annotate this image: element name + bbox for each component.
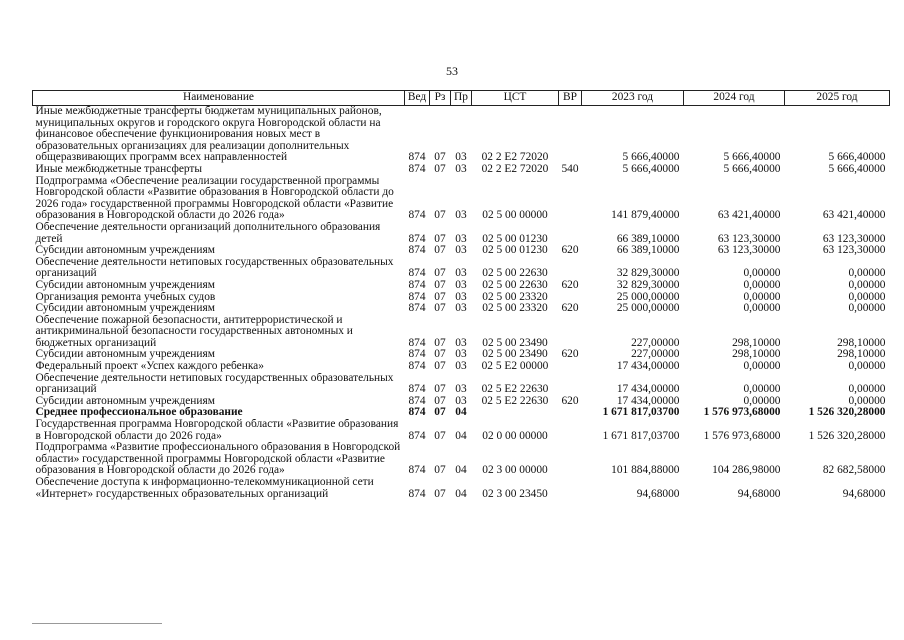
cell-y2024: 1 576 973,68000 [703, 429, 781, 442]
cell-vr [559, 315, 582, 350]
cell-ved: 874 [408, 267, 426, 280]
cell-cst: 02 2 E2 72020 [481, 163, 549, 175]
cell-cst: 02 5 00 23320 [482, 291, 548, 303]
table-row [33, 164, 890, 176]
cell-y2024: 0,00000 [743, 303, 781, 315]
cell-vr [559, 442, 582, 477]
cell-cst: 02 5 E2 22630 [481, 395, 549, 407]
cell-vr [559, 419, 582, 442]
cell-name: Подпрограмма «Обеспечение реализации государственной программы Новгородской области «Развитие образования в Новгородской области до 2026 года» государственной программы Новгородской области «Развитие образования в Новгородской области до 2026 года» [35, 175, 394, 222]
cell-name: Обеспечение деятельности нетиповых государственных образовательных организаций [35, 256, 394, 280]
cell-rz: 07 [434, 291, 446, 303]
table-header-row [33, 91, 890, 106]
cell-cst: 02 5 E2 22630 [481, 383, 549, 396]
cell-y2025: 5 666,40000 [828, 163, 886, 175]
cell-pr: 03 [455, 151, 467, 164]
cell-y2023: 25 000,00000 [616, 291, 680, 303]
cell-cst: 02 0 00 00000 [482, 429, 548, 442]
cell-vr [559, 106, 582, 164]
cell-ved: 874 [408, 151, 426, 164]
header-ved: Вед [405, 91, 430, 106]
cell-pr: 04 [455, 407, 467, 419]
cell-y2023: 17 434,00000 [616, 383, 680, 396]
cell-vr [559, 292, 582, 304]
cell-name: Среднее профессиональное образование [35, 407, 243, 419]
cell-vr [559, 176, 582, 222]
cell-ved: 874 [408, 464, 426, 477]
cell-y2025: 0,00000 [848, 361, 886, 373]
cell-ved: 874 [408, 163, 426, 175]
cell-ved: 874 [408, 349, 426, 361]
cell-rz: 07 [434, 383, 446, 396]
cell-cst: 02 5 00 01230 [482, 245, 548, 257]
cell-cst: 02 5 00 23320 [482, 303, 548, 315]
cell-pr: 03 [455, 245, 467, 257]
cell-y2024: 298,10000 [732, 336, 781, 349]
table-row [33, 303, 890, 315]
cell-vr: 620 [561, 303, 579, 315]
cell-y2023: 1 671 817,03700 [602, 429, 680, 442]
cell-y2025: 298,10000 [837, 336, 886, 349]
cell-pr: 03 [455, 383, 467, 396]
cell-y2025: 5 666,40000 [828, 151, 886, 164]
cell-y2023: 1 671 817,03700 [602, 407, 680, 419]
cell-y2025: 1 526 320,28000 [808, 429, 886, 442]
cell-rz: 07 [434, 349, 446, 361]
cell-cst [472, 407, 559, 419]
cell-name: Подпрограмма «Развитие профессионального образования в Новгородской области» государственной программы Новгородской области «Развитие образования в Новгородской области до 2026 года» [35, 442, 401, 477]
budget-table [32, 90, 890, 500]
header-vr: ВР [559, 91, 582, 106]
table-row [33, 407, 890, 419]
cell-cst: 02 5 E2 00000 [481, 361, 549, 373]
cell-y2024: 94,68000 [737, 487, 781, 500]
cell-pr: 04 [455, 487, 467, 500]
table-row [33, 245, 890, 257]
cell-ved: 874 [408, 279, 426, 291]
cell-name: Субсидии автономным учреждениям [35, 245, 215, 257]
cell-ved: 874 [408, 245, 426, 257]
cell-y2024: 0,00000 [743, 267, 781, 280]
cell-y2023: 17 434,00000 [616, 395, 680, 407]
cell-y2023: 66 389,10000 [616, 245, 680, 257]
cell-vr: 620 [561, 245, 579, 257]
footer-divider [32, 623, 162, 624]
cell-y2024: 63 123,30000 [717, 245, 781, 257]
table-row [33, 419, 890, 442]
cell-ved: 874 [408, 291, 426, 303]
cell-vr: 540 [561, 163, 579, 175]
cell-ved: 874 [408, 209, 426, 222]
header-name: Наименование [33, 91, 405, 106]
cell-rz: 07 [434, 429, 446, 442]
cell-y2025: 0,00000 [848, 267, 886, 280]
cell-pr: 03 [455, 303, 467, 315]
table-row [33, 373, 890, 396]
cell-y2025: 0,00000 [848, 279, 886, 291]
cell-y2023: 101 884,88000 [611, 464, 680, 477]
cell-y2025: 1 526 320,28000 [808, 407, 886, 419]
cell-pr: 03 [455, 361, 467, 373]
cell-ved: 874 [408, 487, 426, 500]
cell-y2023: 5 666,40000 [622, 163, 680, 175]
cell-name: Субсидии автономным учреждениям [35, 349, 215, 361]
header-2023: 2023 год [582, 91, 684, 106]
cell-y2025: 0,00000 [848, 303, 886, 315]
cell-pr: 03 [455, 267, 467, 280]
cell-ved: 874 [408, 395, 426, 407]
cell-ved: 874 [408, 232, 426, 245]
cell-y2025: 63 421,40000 [822, 209, 886, 222]
cell-pr: 04 [455, 429, 467, 442]
cell-vr: 620 [561, 395, 579, 407]
table-row [33, 396, 890, 408]
cell-name: Обеспечение пожарной безопасности, антитеррористической и антикриминальной безопасности государственных автономных и бюджетных организаций [35, 314, 353, 349]
cell-pr: 03 [455, 349, 467, 361]
cell-cst: 02 5 00 22630 [482, 267, 548, 280]
cell-y2023: 17 434,00000 [616, 361, 680, 373]
cell-cst: 02 5 00 22630 [482, 279, 548, 291]
cell-y2023: 5 666,40000 [622, 151, 680, 164]
cell-y2024: 0,00000 [743, 279, 781, 291]
cell-y2023: 66 389,10000 [616, 232, 680, 245]
cell-name: Обеспечение деятельности организаций дополнительного образования детей [35, 221, 381, 245]
cell-y2024: 5 666,40000 [723, 163, 781, 175]
cell-y2023: 25 000,00000 [616, 303, 680, 315]
table-row [33, 106, 890, 164]
cell-rz: 07 [434, 464, 446, 477]
cell-vr: 620 [561, 349, 579, 361]
cell-y2023: 32 829,30000 [616, 267, 680, 280]
cell-y2024: 0,00000 [743, 361, 781, 373]
cell-cst: 02 5 00 23490 [482, 349, 548, 361]
cell-y2023: 227,00000 [631, 349, 680, 361]
cell-y2023: 94,68000 [636, 487, 680, 500]
cell-rz: 07 [434, 279, 446, 291]
table-row [33, 280, 890, 292]
cell-y2024: 1 576 973,68000 [703, 407, 781, 419]
header-cst: ЦСТ [472, 91, 559, 106]
table-row [33, 176, 890, 222]
cell-y2025: 0,00000 [848, 395, 886, 407]
table-row [33, 222, 890, 245]
cell-y2024: 63 123,30000 [717, 232, 781, 245]
table-row [33, 315, 890, 350]
cell-ved: 874 [408, 336, 426, 349]
cell-rz: 07 [434, 336, 446, 349]
cell-ved: 874 [408, 429, 426, 442]
cell-ved: 874 [408, 303, 426, 315]
cell-rz: 07 [434, 395, 446, 407]
header-rz: Рз [430, 91, 451, 106]
cell-vr [559, 407, 582, 419]
cell-name: Иные межбюджетные трансферты [35, 163, 203, 175]
cell-cst: 02 2 E2 72020 [481, 151, 549, 164]
cell-rz: 07 [434, 209, 446, 222]
cell-rz: 07 [434, 163, 446, 175]
table-row [33, 477, 890, 500]
cell-y2023: 227,00000 [631, 336, 680, 349]
cell-y2025: 63 123,30000 [822, 245, 886, 257]
cell-y2025: 298,10000 [837, 349, 886, 361]
cell-name: Организация ремонта учебных судов [35, 291, 216, 303]
cell-y2024: 298,10000 [732, 349, 781, 361]
cell-y2025: 94,68000 [842, 487, 886, 500]
cell-name: Субсидии автономным учреждениям [35, 395, 215, 407]
cell-vr [559, 222, 582, 245]
cell-rz: 07 [434, 245, 446, 257]
cell-rz: 07 [434, 232, 446, 245]
cell-y2025: 0,00000 [848, 383, 886, 396]
cell-y2023: 32 829,30000 [616, 279, 680, 291]
cell-y2024: 0,00000 [743, 395, 781, 407]
cell-ved: 874 [408, 383, 426, 396]
cell-vr [559, 257, 582, 280]
header-2025: 2025 год [785, 91, 890, 106]
cell-y2025: 0,00000 [848, 291, 886, 303]
cell-cst: 02 5 00 00000 [482, 209, 548, 222]
cell-pr: 04 [455, 464, 467, 477]
cell-name: Субсидии автономным учреждениям [35, 303, 215, 315]
cell-cst: 02 3 00 00000 [482, 464, 548, 477]
cell-ved: 874 [408, 361, 426, 373]
table-row [33, 257, 890, 280]
cell-name: Государственная программа Новгородской области «Развитие образования в Новгородской области до 2026 года» [35, 419, 399, 442]
cell-pr: 03 [455, 395, 467, 407]
cell-name: Обеспечение деятельности нетиповых государственных образовательных организаций [35, 372, 394, 396]
cell-y2024: 0,00000 [743, 383, 781, 396]
cell-name: Субсидии автономным учреждениям [35, 279, 215, 291]
cell-pr: 03 [455, 279, 467, 291]
header-2024: 2024 год [684, 91, 785, 106]
cell-y2024: 104 286,98000 [712, 464, 781, 477]
cell-name: Иные межбюджетные трансферты бюджетам муниципальных районов, муниципальных округов и городского округа Новгородской области на финансовое обеспечение функционирования новых мест в образовательных организациях для реализации дополнительных общеразвивающих программ всех направленностей [35, 105, 382, 164]
cell-cst: 02 5 00 01230 [482, 232, 548, 245]
cell-vr [559, 477, 582, 500]
cell-vr: 620 [561, 279, 579, 291]
table-row [33, 349, 890, 361]
cell-cst: 02 3 00 23450 [482, 487, 548, 500]
table-row [33, 361, 890, 373]
cell-ved: 874 [408, 407, 426, 419]
cell-rz: 07 [434, 303, 446, 315]
cell-rz: 07 [434, 151, 446, 164]
cell-vr [559, 373, 582, 396]
cell-y2025: 82 682,58000 [822, 464, 886, 477]
cell-rz: 07 [434, 407, 446, 419]
cell-pr: 03 [455, 163, 467, 175]
cell-name: Федеральный проект «Успех каждого ребенка» [35, 361, 264, 373]
cell-vr [559, 361, 582, 373]
cell-y2024: 63 421,40000 [717, 209, 781, 222]
cell-y2024: 5 666,40000 [723, 151, 781, 164]
cell-cst: 02 5 00 23490 [482, 336, 548, 349]
page-number: 53 [446, 64, 458, 78]
header-pr: Пр [451, 91, 472, 106]
cell-pr: 03 [455, 336, 467, 349]
cell-pr: 03 [455, 291, 467, 303]
table-row [33, 442, 890, 477]
cell-pr: 03 [455, 232, 467, 245]
cell-y2025: 63 123,30000 [822, 232, 886, 245]
cell-name: Обеспечение доступа к информационно-телекоммуникационной сети «Интернет» государственных образовательных организаций [35, 477, 374, 500]
table-row [33, 292, 890, 304]
cell-y2023: 141 879,40000 [611, 209, 680, 222]
cell-pr: 03 [455, 209, 467, 222]
cell-rz: 07 [434, 361, 446, 373]
cell-rz: 07 [434, 487, 446, 500]
cell-y2024: 0,00000 [743, 291, 781, 303]
cell-rz: 07 [434, 267, 446, 280]
